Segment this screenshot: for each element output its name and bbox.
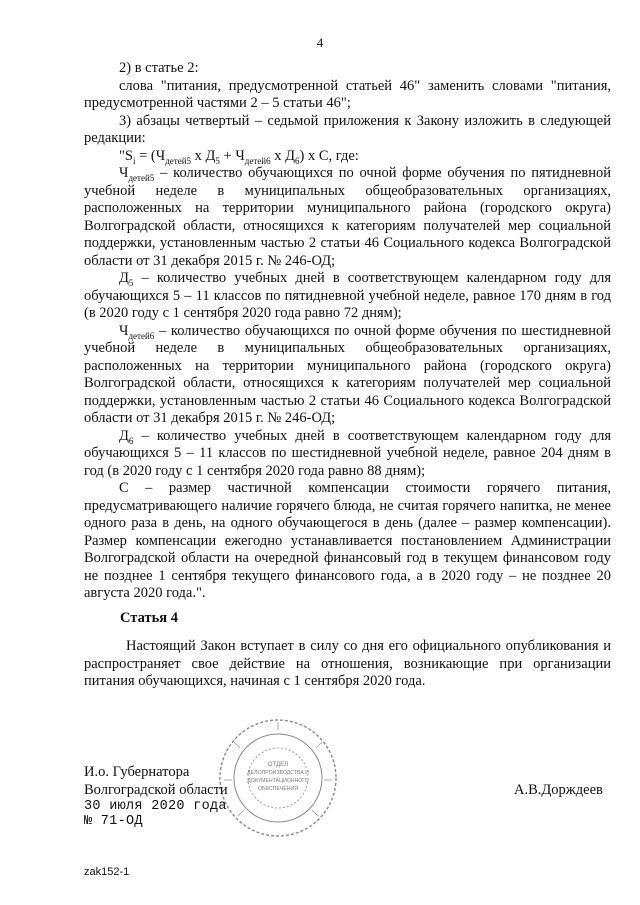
document-body [84, 60, 611, 603]
page-number: 4 [316, 35, 324, 50]
definition-ch6: $Ч_{детей6}$ – количество обучающихся по очной форме обучения по шестидневной учебной неделе в муниципальных общеобразовательных организациях, расположенных на территории муниципального района (городского округа) Волгоградской области, относящихся к категориям получателей мер социальной поддержки, установленным частью 2 статьи 46 Социального кодекса Волгоградской области от 31 декабря 2015 г. № 246-ОД; [84, 322, 611, 426]
definition-c: С – размер частичной компенсации стоимости горячего питания, предусматривающего наличие горячего блюда, не считая горячего напитка, не менее одного раза в день, на одного обучающегося в день (далее – размер компенсации). Размер компенсации ежегодно устанавливается постановлением Администрации Волгоградской области на очередной финансовый год в текущем финансовом году не позднее 1 сентября текущего финансового года, а в 2020 году – не позднее 20 августа 2020 года.". [84, 480, 611, 601]
definition-d6: $Д_6$ – количество учебных дней в соответствующем календарном году для обучающихся 5 – 11 классов по шестидневной учебной неделе, равное 204 дням в год (в 2020 году с 1 сентября 2020 года равно 88 дням); [84, 427, 611, 479]
signatory-title-line-2: Волгоградской области [84, 781, 228, 798]
official-stamp [216, 716, 340, 840]
signatory-title-line-1: И.о. Губернатора [84, 764, 190, 780]
paragraph-article-2: 2) в статье 2: [119, 60, 199, 76]
stamp-line-3: ДОКУМЕНТАЦИОННОГО [247, 778, 309, 784]
article-heading: Статья 4 [120, 610, 178, 626]
signature-block [84, 764, 228, 829]
signatory-name: А.В.Дорждеев [514, 782, 603, 798]
signature-date: 30 июля 2020 года [84, 799, 227, 814]
stamp-line-1: ОТДЕЛ [267, 762, 289, 768]
final-paragraph: Настоящий Закон вступает в силу со дня его официального опубликования и распространяет свое действие на отношения, возникающие при организации питания обучающихся, начиная с 1 сентября 2020 года. [84, 638, 611, 689]
stamp-line-2: ДЕЛОПРОИЗВОДСТВА И [247, 770, 309, 776]
definition-ch5: $Ч_{детей5}$ – количество обучающихся по очной форме обучения по пятидневной учебной неделе в муниципальных общеобразовательных организациях, расположенных на территории муниципального района (городского округа) Волгоградской области, относящихся к категориям получателей мер социальной поддержки, установленным частью 2 статьи 46 Социального кодекса Волгоградской области от 31 декабря 2015 г. № 246-ОД; [84, 165, 611, 269]
law-number: № 71-ОД [84, 814, 143, 829]
document-code: zak152-1 [84, 866, 130, 878]
definition-d5: $Д_5$ – количество учебных дней в соответствующем календарном году для обучающихся 5 – 11 классов по пятидневной учебной неделе, равное 170 дням в год (в 2020 году с 1 сентября 2020 года равно 72 дням); [84, 270, 611, 321]
paragraph-appendix: 3) абзацы четвертый – седьмой приложения к Закону изложить в следующей редакции: [84, 112, 611, 146]
stamp-line-4: ОБЕСПЕЧЕНИЯ [258, 786, 298, 792]
formula: "$S_i = (Ч_{детей5}$ х $Д_5 + Ч_{детей6}$ х $Д_6$) х С, где: [119, 147, 359, 166]
paragraph-replace-words: слова "питания, предусмотренной статьей 46" заменить словами "питания, предусмотренной частями 2 – 5 статьи 46"; [84, 77, 611, 111]
